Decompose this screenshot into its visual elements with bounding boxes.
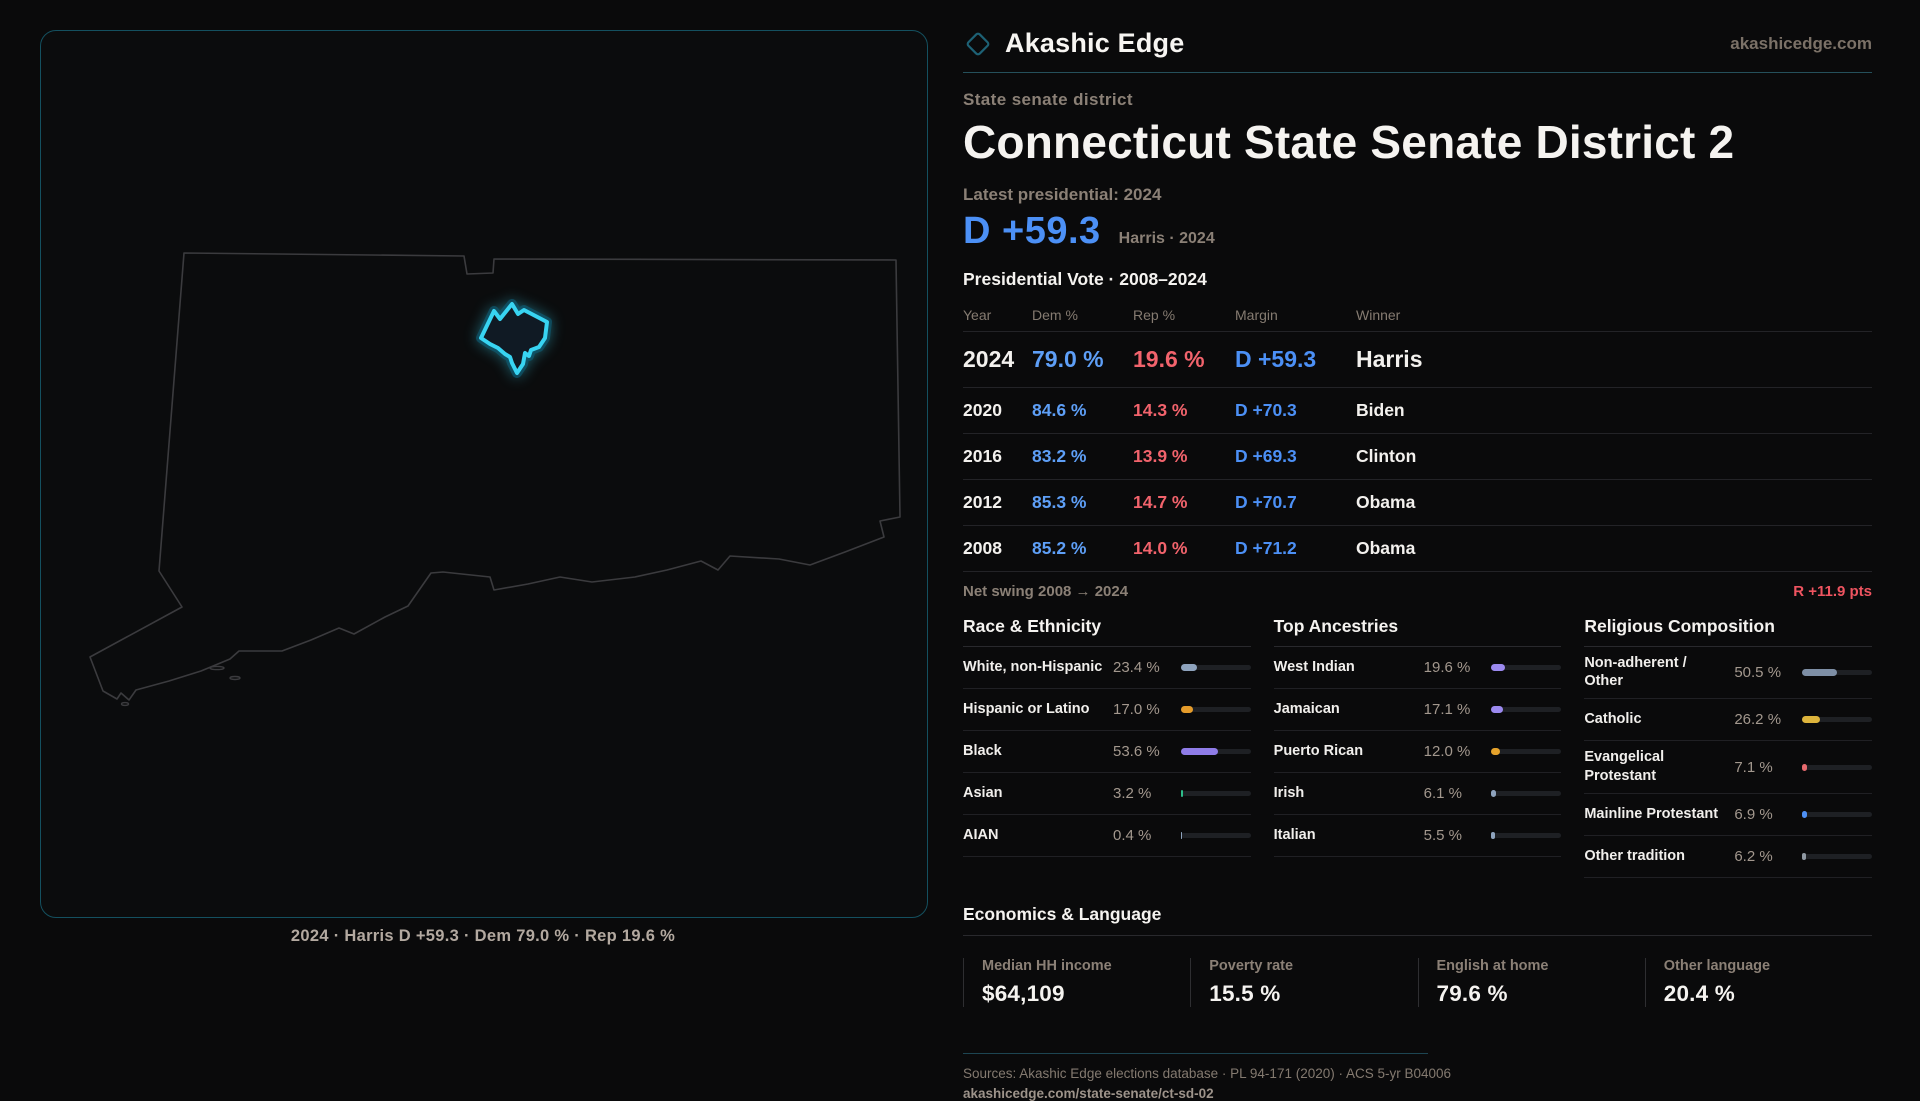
economic-stat-value: 20.4 % (1664, 981, 1872, 1007)
stat-label: Italian (1274, 826, 1424, 845)
stat-row (1584, 794, 1872, 836)
bar-track (1802, 765, 1872, 770)
stat-row (1584, 836, 1872, 878)
vote-margin: D +70.7 (1235, 480, 1356, 525)
vote-col-header: Year (963, 298, 1032, 331)
stat-value: 12.0 % (1424, 743, 1492, 760)
vote-rep-pct: 13.9 % (1133, 434, 1235, 479)
bar-fill (1802, 669, 1837, 676)
stat-bar (1181, 705, 1251, 713)
vote-margin: D +70.3 (1235, 388, 1356, 433)
vote-dem-pct: 85.3 % (1032, 480, 1133, 525)
stat-label: Non-adherent / Other (1584, 654, 1734, 692)
island-shape (210, 666, 224, 669)
bar-fill (1802, 811, 1807, 818)
stat-bar (1802, 810, 1872, 818)
stat-label: Jamaican (1274, 700, 1424, 719)
demographic-section (963, 616, 1251, 857)
island-shape (122, 703, 129, 706)
stat-label: Irish (1274, 784, 1424, 803)
bar-track (1181, 833, 1251, 838)
economics-stats (963, 958, 1872, 1007)
district-report (963, 28, 1872, 1101)
stat-bar (1802, 763, 1872, 771)
bar-fill (1802, 764, 1807, 771)
stat-label: Black (963, 742, 1113, 761)
stat-label: Other tradition (1584, 847, 1734, 866)
stat-row (1584, 741, 1872, 794)
vote-col-header: Rep % (1133, 298, 1235, 331)
demographics (963, 616, 1872, 878)
bar-track (1491, 791, 1561, 796)
stat-bar (1802, 852, 1872, 860)
stat-bar (1181, 789, 1251, 797)
vote-table-row (963, 480, 1872, 526)
bar-track (1491, 833, 1561, 838)
vote-col-header: Dem % (1032, 298, 1133, 331)
vote-table-row (963, 332, 1872, 388)
headline-sub: Harris · 2024 (1119, 230, 1215, 248)
vote-winner: Clinton (1356, 434, 1872, 479)
stat-row (963, 773, 1251, 815)
stat-label: Evangelical Protestant (1584, 748, 1734, 786)
stat-value: 0.4 % (1113, 827, 1181, 844)
economic-stat-value: 15.5 % (1209, 981, 1417, 1007)
stat-bar (1491, 747, 1561, 755)
vote-dem-pct: 84.6 % (1032, 388, 1133, 433)
vote-table-row (963, 388, 1872, 434)
bar-fill (1181, 706, 1193, 713)
stat-value: 23.4 % (1113, 659, 1181, 676)
bar-fill (1802, 716, 1820, 723)
bar-track (1802, 812, 1872, 817)
vote-dem-pct: 85.2 % (1032, 526, 1133, 571)
vote-year: 2016 (963, 434, 1032, 479)
demographic-section (1274, 616, 1562, 857)
permalink[interactable]: akashicedge.com/state-senate/ct-sd-02 (963, 1086, 1872, 1101)
bar-track (1491, 749, 1561, 754)
stat-bar (1802, 668, 1872, 676)
economic-stat-label: Median HH income (982, 958, 1190, 974)
bar-track (1181, 791, 1251, 796)
kicker: State senate district (963, 90, 1872, 110)
sources-line: Sources: Akashic Edge elections database · PL 94-171 (2020) · ACS 5-yr B04006 (963, 1066, 1872, 1081)
vote-winner: Biden (1356, 388, 1872, 433)
economic-stat (963, 958, 1190, 1007)
vote-winner: Obama (1356, 480, 1872, 525)
net-swing-label: Net swing 2008 → 2024 (963, 583, 1128, 600)
vote-col-header: Winner (1356, 298, 1872, 331)
stat-row (963, 815, 1251, 857)
net-swing-value: R +11.9 pts (1793, 583, 1872, 600)
site-domain-link[interactable]: akashicedge.com (1730, 34, 1872, 54)
stat-row (1274, 647, 1562, 689)
stat-value: 6.1 % (1424, 785, 1492, 802)
section-title: Religious Composition (1584, 616, 1872, 647)
stat-label: West Indian (1274, 658, 1424, 677)
stat-row (1584, 699, 1872, 741)
brand-diamond-icon (963, 29, 993, 59)
stat-value: 3.2 % (1113, 785, 1181, 802)
stat-bar (1181, 663, 1251, 671)
map-caption: 2024 · Harris D +59.3 · Dem 79.0 % · Rep 19.6 % (40, 927, 926, 946)
header (963, 28, 1872, 73)
section-title: Top Ancestries (1274, 616, 1562, 647)
stat-label: White, non-Hispanic (963, 658, 1113, 677)
stat-value: 50.5 % (1734, 664, 1802, 681)
vote-margin: D +71.2 (1235, 526, 1356, 571)
stat-label: Hispanic or Latino (963, 700, 1113, 719)
footer-divider (963, 1053, 1428, 1054)
vote-table-header-row (963, 298, 1872, 332)
stat-row (963, 647, 1251, 689)
stat-bar (1181, 747, 1251, 755)
stat-label: AIAN (963, 826, 1113, 845)
stat-bar (1181, 831, 1251, 839)
stat-row (1584, 647, 1872, 700)
vote-rep-pct: 14.7 % (1133, 480, 1235, 525)
stat-bar (1491, 831, 1561, 839)
economics-title: Economics & Language (963, 904, 1872, 936)
stat-bar (1491, 663, 1561, 671)
stat-row (1274, 815, 1562, 857)
connecticut-map (41, 31, 927, 917)
economic-stat-value: $64,109 (982, 981, 1190, 1007)
stat-label: Mainline Protestant (1584, 805, 1734, 824)
economic-stat-value: 79.6 % (1437, 981, 1645, 1007)
headline-margin: D +59.3 (963, 210, 1101, 253)
bar-fill (1491, 748, 1499, 755)
bar-fill (1181, 790, 1183, 797)
stat-label: Puerto Rican (1274, 742, 1424, 761)
vote-dem-pct: 83.2 % (1032, 434, 1133, 479)
section-title: Race & Ethnicity (963, 616, 1251, 647)
brand (963, 28, 1184, 59)
map-panel (40, 30, 928, 918)
stat-bar (1802, 716, 1872, 724)
vote-rep-pct: 19.6 % (1133, 332, 1235, 387)
stat-value: 19.6 % (1424, 659, 1492, 676)
island-shape (230, 677, 240, 680)
stat-row (1274, 689, 1562, 731)
vote-table (963, 298, 1872, 572)
vote-year: 2008 (963, 526, 1032, 571)
bar-fill (1491, 664, 1505, 671)
stat-bar (1491, 705, 1561, 713)
economic-stat-label: English at home (1437, 958, 1645, 974)
stat-label: Catholic (1584, 710, 1734, 729)
bar-fill (1181, 748, 1219, 755)
vote-winner: Harris (1356, 332, 1872, 387)
economic-stat (1190, 958, 1417, 1007)
demographic-section (1584, 616, 1872, 878)
bar-fill (1181, 664, 1197, 671)
latest-presidential-label: Latest presidential: 2024 (963, 185, 1872, 205)
economic-stat (1645, 958, 1872, 1007)
stat-value: 5.5 % (1424, 827, 1492, 844)
bar-track (1802, 854, 1872, 859)
bar-fill (1491, 706, 1503, 713)
stat-value: 17.1 % (1424, 701, 1492, 718)
footer (963, 1053, 1872, 1101)
stat-label: Asian (963, 784, 1113, 803)
vote-winner: Obama (1356, 526, 1872, 571)
stat-value: 17.0 % (1113, 701, 1181, 718)
economic-stat (1418, 958, 1645, 1007)
vote-margin: D +59.3 (1235, 332, 1356, 387)
economic-stat-label: Poverty rate (1209, 958, 1417, 974)
vote-margin: D +69.3 (1235, 434, 1356, 479)
vote-table-row (963, 526, 1872, 572)
stat-value: 6.2 % (1734, 848, 1802, 865)
vote-table-row (963, 434, 1872, 480)
bar-fill (1802, 853, 1806, 860)
vote-year: 2024 (963, 332, 1032, 387)
net-swing-row (963, 583, 1872, 600)
bar-fill (1491, 832, 1495, 839)
stat-row (963, 689, 1251, 731)
vote-year: 2012 (963, 480, 1032, 525)
vote-dem-pct: 79.0 % (1032, 332, 1133, 387)
district-shape (481, 304, 547, 373)
headline-margin-row (963, 210, 1872, 253)
stat-value: 53.6 % (1113, 743, 1181, 760)
stat-bar (1491, 789, 1561, 797)
stat-value: 7.1 % (1734, 759, 1802, 776)
economic-stat-label: Other language (1664, 958, 1872, 974)
vote-col-header: Margin (1235, 298, 1356, 331)
vote-year: 2020 (963, 388, 1032, 433)
stat-row (1274, 773, 1562, 815)
bar-fill (1491, 790, 1495, 797)
vote-table-title: Presidential Vote · 2008–2024 (963, 269, 1872, 290)
vote-rep-pct: 14.0 % (1133, 526, 1235, 571)
stat-value: 6.9 % (1734, 806, 1802, 823)
stat-value: 26.2 % (1734, 711, 1802, 728)
stat-row (963, 731, 1251, 773)
stat-row (1274, 731, 1562, 773)
vote-rep-pct: 14.3 % (1133, 388, 1235, 433)
page-title: Connecticut State Senate District 2 (963, 117, 1872, 168)
brand-name: Akashic Edge (1005, 28, 1184, 59)
